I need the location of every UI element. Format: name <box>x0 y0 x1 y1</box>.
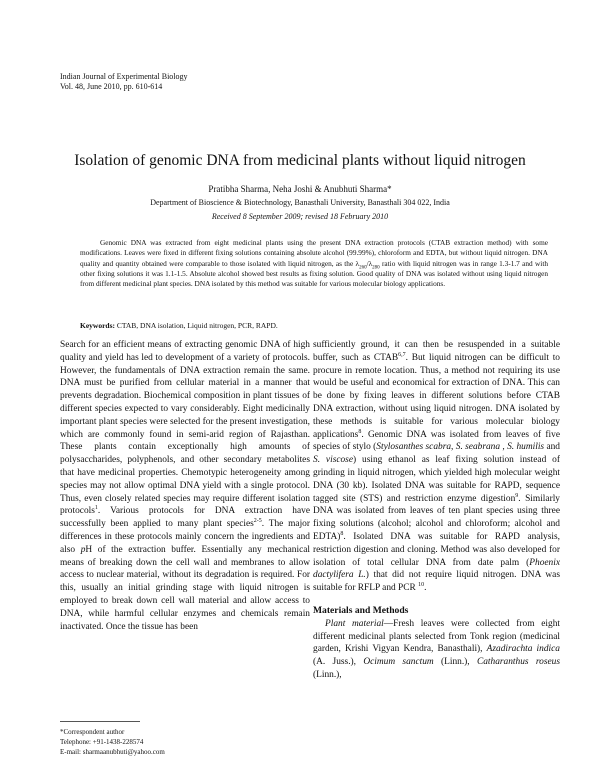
body-text: . Similarly DNA was isolated from leaves of ten plant species using three fixing solutions (alcohol; alcohol and chloroform; alcohol and EDTA) <box>313 493 560 542</box>
body-paragraph <box>313 618 560 682</box>
abstract-subscript: 280 <box>372 265 380 271</box>
body-text: (A. Juss.), <box>313 657 364 668</box>
body-text: Search for an efficient means of extracting genomic DNA of high quality and yield has led to development of a variety of protocols. However, the fundamentals of DNA extraction remain the same. DNA must be purified from cellular material in a manner that prevents degradation. Biochemical composition in plant tissues of different species expected to vary considerably. Eight medicinally important plant species were selected for the present investigation, which are commonly found in semi-arid region of Rajasthan. These plants contain exceptionally high amounts of polysaccharides, polyphenols, and other secondary metabolites that have medicinal properties. Chemotypic heterogeneity among species may not allow optimal DNA yield with a single protocol. Thus, even closely related species may require different isolation protocols <box>60 340 310 517</box>
body-text: . <box>424 583 427 594</box>
article-dates: Received 8 September 2009; revised 18 February 2010 <box>211 212 389 221</box>
body-text: sufficiently ground, it can then be resuspended in a suitable buffer, such as CTAB <box>313 340 560 363</box>
body-text: —Fresh leaves were collected from eight different medicinal plants selected from Tonk region (medicinal garden, Krishi Vigyan Kendra, Banasthali), <box>313 618 560 655</box>
species-name: S. humilis <box>507 442 545 453</box>
body-column-left <box>60 339 310 633</box>
body-text: ) that did not require liquid nitrogen. DNA was suitable for RFLP and PCR <box>313 570 560 594</box>
keywords-text: CTAB, DNA isolation, Liquid nitrogen, PCR, RAPD. <box>115 321 278 330</box>
species-name: Ocimum sanctum <box>363 657 434 668</box>
body-text: H of the extraction buffer. Essentially any mechanical means of breaking down the cell wall and membranes to allow access to nuclear material, without its degradation is required. For this, usually an initial grinding stage with liquid nitrogen is employed to break down cell wall material and allow access to DNA, while harmful cellular enzymes and chemicals remain inactivated. Once the tissue has been <box>60 544 310 632</box>
body-text: . But liquid nitrogen can be difficult to procure in remote location. Thus, a method not requiring its use would be useful and economical for extraction of DNA. This can be done by fixing leaves in different solutions before CTAB DNA extraction, without using liquid nitrogen. DNA isolated by these methods is suitable for various molecular biology applications <box>313 352 560 440</box>
footnote-corresponding: *Correspondent author <box>60 728 125 736</box>
body-text: . Isolated DNA was suitable for RAPD analysis, restriction digestion and cloning. Method was also developed for isolation of total cellular DNA from date palm ( <box>313 531 560 568</box>
article-title: Isolation of genomic DNA from medicinal plants without liquid nitrogen <box>74 152 526 169</box>
citation: 10 <box>418 582 425 589</box>
footnote-email: E-mail: sharmaanubhuti@yahoo.com <box>60 748 165 756</box>
footnote <box>60 727 165 757</box>
citation: 2-5 <box>253 518 262 525</box>
body-column-right <box>313 339 560 682</box>
citation: 1 <box>94 505 98 512</box>
body-text: , <box>451 442 456 453</box>
species-name: Phoenix dactylifera L. <box>313 557 560 581</box>
abstract-text: /λ <box>366 258 373 268</box>
species-name: Azadirachta indica <box>486 644 560 655</box>
citation: 8 <box>358 428 362 435</box>
body-text: . Various protocols for DNA extraction have successfully been applied to many plant species <box>60 506 310 530</box>
body-text: ) using ethanol as leaf fixing solution instead of grinding in liquid nitrogen, which yielded high molecular weight DNA (30 kb). Isolated DNA was suitable for RAPD, sequence tagged site (STS) and restriction enzyme digestion <box>313 455 560 504</box>
species-name: S. viscose <box>313 455 353 466</box>
body-text: and <box>544 442 560 453</box>
body-italic: p <box>80 544 86 555</box>
species-name: S. seabrana <box>455 442 501 453</box>
body-text: (Linn.), <box>433 657 477 668</box>
citation: 9 <box>515 492 519 499</box>
citation: 6,7 <box>398 351 406 358</box>
body-paragraph <box>313 339 560 595</box>
body-text: , <box>500 442 508 453</box>
abstract-text: ratio with liquid nitrogen was in range 1.3-1.7 and with other fixing solutions it was 1.1-1.5. Absolute alcohol showed best results as fixing solution. Good quality of DNA was isolated without using liquid nitrogen from different medicinal plant species. DNA isolated by this method was suitable for various molecular biology applications. <box>80 258 548 289</box>
footnote-telephone: Telephone: +91-1438-228574 <box>60 738 144 746</box>
article-affiliation: Department of Bioscience & Biotechnology, Banasthali University, Banasthali 304 022, India <box>150 198 450 207</box>
body-text: . The major differences in these protocols mainly concern the ingredients and also <box>60 519 310 555</box>
body-text: (Linn.), <box>313 669 342 680</box>
body-paragraph <box>60 339 310 633</box>
species-name: Catharanthus roseus <box>476 657 560 668</box>
keywords <box>80 321 278 330</box>
article-authors: Pratibha Sharma, Neha Joshi & Anubhuti Sharma* <box>208 184 392 194</box>
section-heading-materials-methods: Materials and Methods <box>313 604 409 616</box>
body-text: . Genomic DNA was isolated from leaves of five species of stylo ( <box>313 429 560 453</box>
footnote-divider <box>60 721 140 722</box>
journal-header <box>60 72 188 92</box>
abstract <box>80 238 548 289</box>
abstract-subscript: 260 <box>359 265 367 271</box>
keywords-label: Keywords: <box>80 321 115 330</box>
journal-name: Indian Journal of Experimental Biology <box>60 72 188 81</box>
abstract-text: Genomic DNA was extracted from eight medicinal plants using the present DNA extraction protocols (CTAB extraction method) with some modifications. Leaves were fixed in different fixing solutions containing absolute alcohol (99.99%), chloroform and EDTA, but without liquid nitrogen. DNA quality and quantity obtained were comparable to those isolated with liquid nitrogen, as the λ <box>80 238 548 268</box>
paragraph-label: Plant material <box>325 618 384 629</box>
species-name: Stylosanthes scabra <box>376 442 452 453</box>
citation: 8 <box>340 530 344 537</box>
journal-volume: Vol. 48, June 2010, pp. 610-614 <box>60 82 163 91</box>
